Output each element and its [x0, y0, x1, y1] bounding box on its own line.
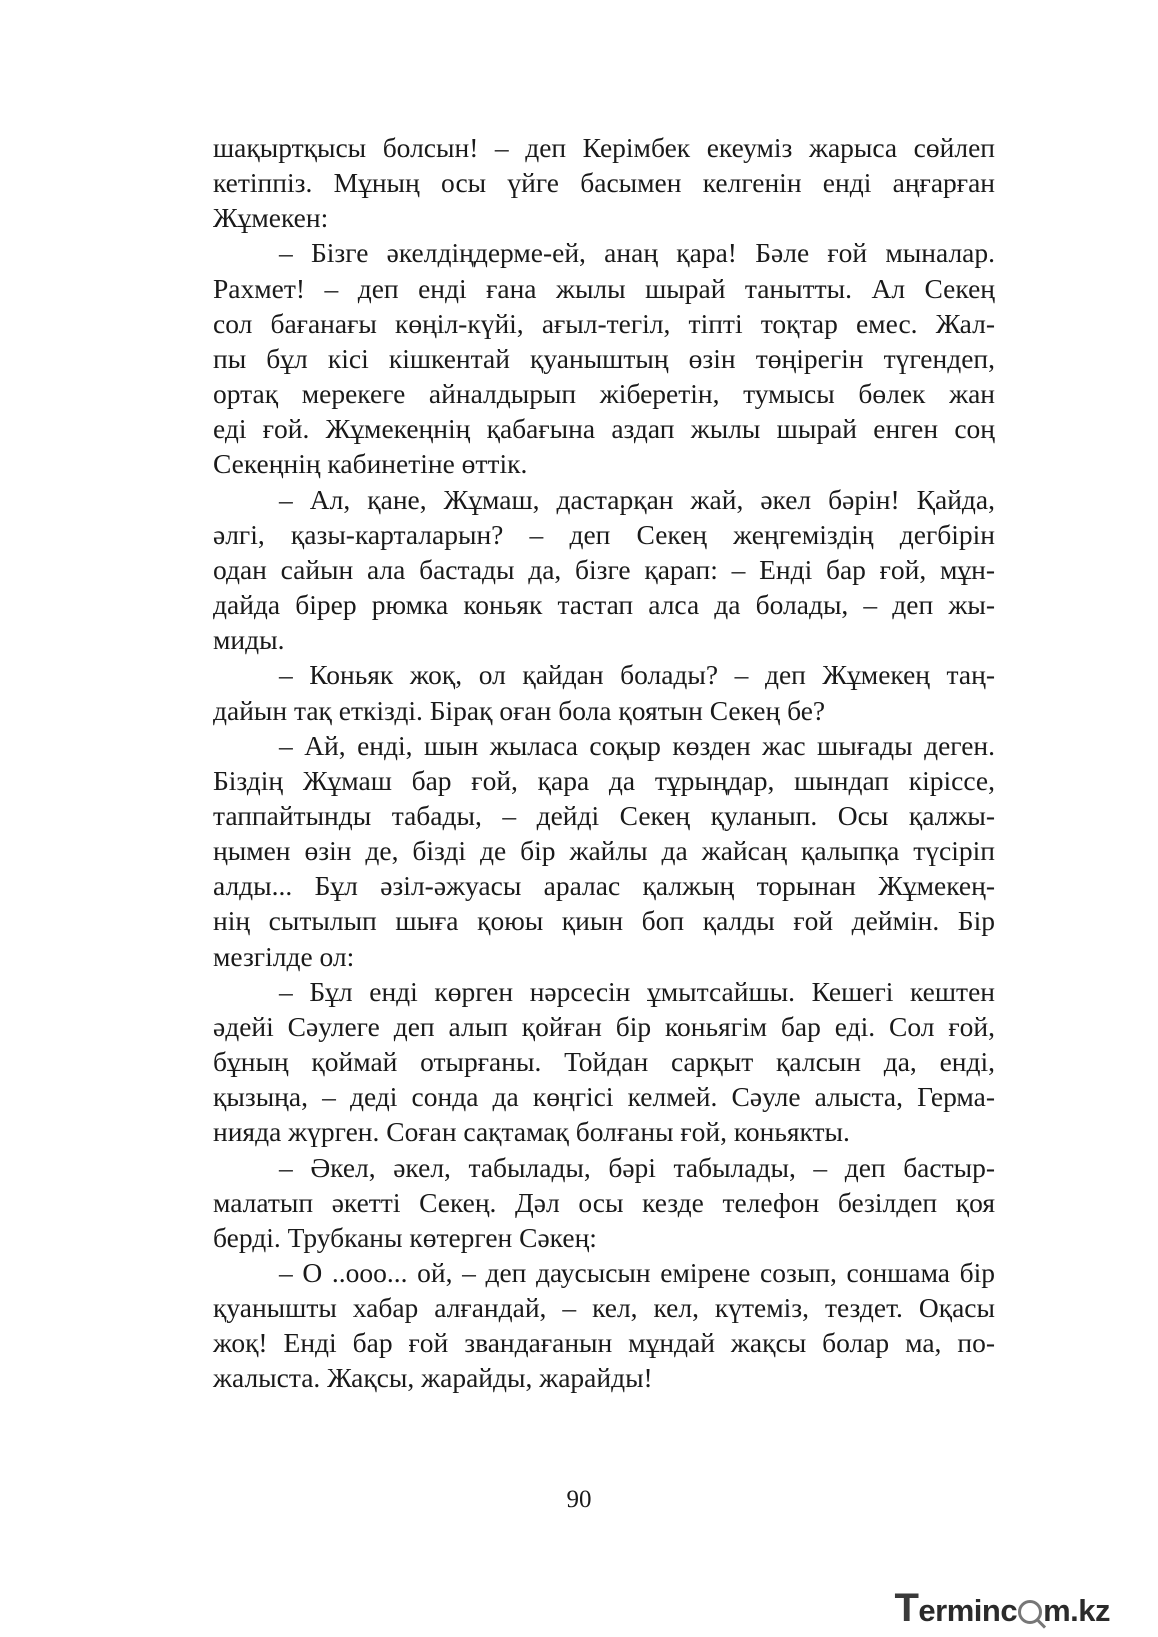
- text-line: – Әкел, әкел, табылады, бәрі табылады, – деп бастыр-: [279, 1151, 995, 1183]
- watermark-text-part2: m.kz: [1043, 1593, 1110, 1628]
- text-line: – Бұл енді көрген нәрсесін ұмытсайшы. Кешегі кештен: [279, 975, 995, 1007]
- text-line: сол бағанағы көңіл-күйі, ағыл-тегіл, тіпті тоқтар емес. Жал-: [213, 307, 995, 339]
- text-line: нияда жүрген. Соған сақтамақ болғаны ғой, коньякты.: [213, 1116, 850, 1148]
- text-line: қуанышты хабар алғандай, – кел, кел, күтеміз, тездет. Оқасы: [213, 1292, 995, 1324]
- text-line: пы бұл кісі кішкентай қуаныштың өзін төңірегін түгендеп,: [213, 342, 995, 374]
- text-line: малатып әкетті Секең. Дәл осы кезде телефон безілдеп қоя: [213, 1186, 995, 1218]
- text-line: таппайтынды табады, – дейді Секең қуланып. Осы қалжы-: [213, 799, 995, 831]
- text-line: әдейі Сәулеге деп алып қойған бір коньягім бар еді. Сол ғой,: [213, 1010, 995, 1042]
- text-line: бұның қоймай отырғаны. Тойдан сарқыт қалсын да, енді,: [213, 1046, 995, 1078]
- text-line: мезгілде ол:: [213, 940, 355, 972]
- text-line: дайда бірер рюмка коньяк тастап алса да болады, – деп жы-: [213, 589, 995, 621]
- text-line: берді. Трубканы көтерген Сәкең:: [213, 1221, 597, 1253]
- text-line: Біздің Жұмаш бар ғой, қара да тұрыңдар, шындап кіріссе,: [213, 764, 995, 796]
- text-line: миды.: [213, 624, 285, 656]
- text-line: – Ай, енді, шын жыласа соқыр көзден жас шығады деген.: [279, 729, 995, 761]
- text-line: шақыртқысы болсын! – деп Керімбек екеуміз жарыса сөйлеп: [213, 132, 995, 163]
- text-line: – Коньяк жоқ, ол қайдан болады? – деп Жұмекең таң-: [279, 659, 995, 691]
- watermark-letter-t: T: [894, 1586, 919, 1630]
- text-line: жалыста. Жақсы, жарайды, жарайды!: [213, 1362, 653, 1394]
- text-line: әлгі, қазы-карталарын? – деп Секең жеңгеміздің дегбірін: [213, 518, 995, 550]
- text-line: қызыңа, – деді сонда да көңгісі келмей. Сәуле алыста, Герма-: [213, 1081, 995, 1113]
- text-line: алды... Бұл әзіл-әжуасы аралас қалжың торынан Жұмекең-: [213, 870, 995, 902]
- text-line: – О ..ооо... ой, – деп даусысын емірене созып, соншама бір: [279, 1257, 995, 1288]
- termincom-watermark-logo: [894, 1586, 1110, 1631]
- page-number: 90: [566, 1486, 592, 1513]
- text-line: нің сытылып шыға қоюы қиын боп қалды ғой деймін. Бір: [213, 905, 995, 937]
- magnifier-icon: [1018, 1600, 1042, 1624]
- text-line: ортақ мерекеге айналдырып жіберетін, тумысы бөлек жан: [213, 378, 995, 410]
- text-line: кетіппіз. Мұның осы үйге басымен келгенін енді аңғарған: [213, 167, 995, 199]
- text-line: одан сайын ала бастады да, бізге қарап: – Енді бар ғой, мұн-: [213, 553, 995, 585]
- text-line: Секеңнің кабинетіне өттік.: [213, 448, 528, 480]
- text-line: ңымен өзін де, бізді де бір жайлы да жайсаң қалыпқа түсіріп: [213, 835, 995, 867]
- text-line: – Бізге әкелдіңдерме-ей, анаң қара! Бәле ғой мыналар.: [279, 237, 995, 269]
- text-line: жоқ! Енді бар ғой звандағанын мұндай жақсы болар ма, по-: [213, 1327, 995, 1359]
- text-line: Рахмет! – деп енді ғана жылы шырай танытты. Ал Секең: [213, 272, 995, 304]
- text-line: – Ал, қане, Жұмаш, дастарқан жай, әкел бәрін! Қайда,: [279, 483, 995, 515]
- watermark-text-part1: erminc: [918, 1593, 1018, 1628]
- page-text-body: [213, 130, 995, 1396]
- text-line: еді ғой. Жұмекеңнің қабағына аздап жылы шырай енген соң: [213, 413, 995, 445]
- text-line: Жұмекен:: [213, 202, 329, 234]
- text-line: дайын тақ еткізді. Бірақ оған бола қоятын Секең бе?: [213, 694, 826, 726]
